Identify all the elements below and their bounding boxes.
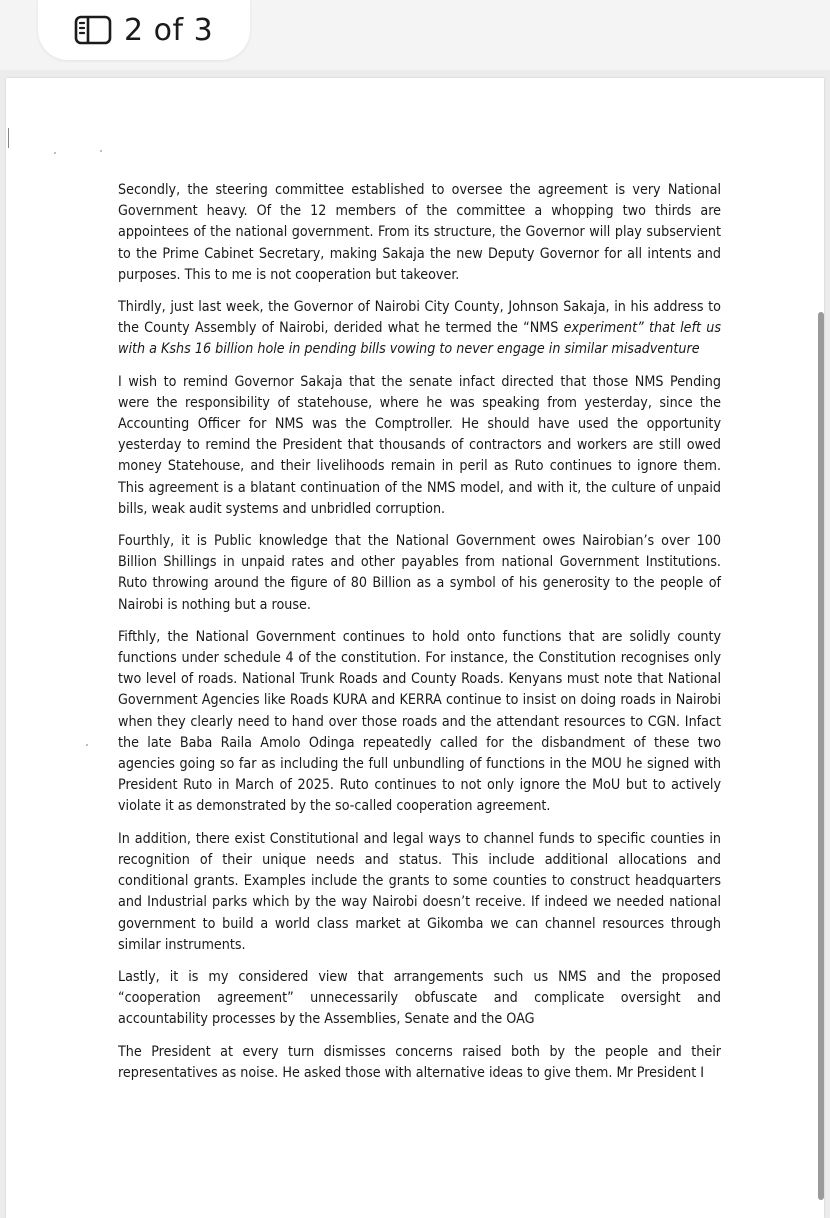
document-body — [118, 180, 721, 1095]
paragraph-reminder: I wish to remind Governor Sakaja that the senate infact directed that those NMS Pending were the responsibility of statehouse, where he was speaking from yesterday, since the Accounting Officer for NMS was the Comptroller. He should have used the opportunity yesterday to remind the President that thousands of contractors and workers are still owed money Statehouse, and their livelihoods remain in peril as Ruto continues to ignore them. This agreement is a blatant continuation of the NMS model, and with it, the culture of unpaid bills, weak audit systems and unbridled corruption. — [118, 373, 721, 517]
paragraph-fifthly: Fifthly, the National Government continues to hold onto functions that are solidly county functions under schedule 4 of the constitution. For instance, the Constitution recognises only two level of roads. National Trunk Roads and County Roads. Kenyans must note that National Government Agencies like Roads KURA and KERRA continue to insist on doing roads in Nairobi when they clearly need to hand over those roads and the attendant resources to CGN. Infact the late Baba Raila Amolo Odinga repeatedly called for the disbandment of these two agencies going so far as including the full unbundling of functions in the MOU he signed with President Ruto in March of 2025. Ruto continues to not only ignore the MoU but to actively violate it as demonstrated by the so-called cooperation agreement. — [118, 628, 721, 815]
paragraph-secondly: Secondly, the steering committee established to oversee the agreement is very National Government heavy. Of the 12 members of the committee a whopping two thirds are appointees of the national government. From its structure, the Governor will play subservient to the Prime Cabinet Secretary, making Sakaja the new Deputy Governor for all intents and purposes. This to me is not cooperation but takeover. — [118, 182, 721, 283]
scrollbar-thumb[interactable] — [818, 312, 824, 1200]
paragraph-in-addition: In addition, there exist Constitutional and legal ways to channel funds to specific counties in recognition of their unique needs and status. This include additional allocations and conditional grants. Examples include the grants to some counties to construct headquarters and Industrial parks which by the way Nairobi doesn’t receive. If indeed we needed national government to build a world class market at Gikomba we can channel resources through similar instruments. — [118, 830, 721, 953]
scan-speck — [100, 150, 102, 152]
paragraph-lastly: Lastly, it is my considered view that arrangements such us NMS and the proposed “cooperation agreement” unnecessarily obfuscate and complicate oversight and accountability processes by the Assemblies, Senate and the OAG — [118, 968, 721, 1028]
paragraph-fourthly: Fourthly, it is Public knowledge that the National Government owes Nairobian’s over 100 Billion Shillings in unpaid rates and other payables from national Government Institutions. Ruto throwing around the figure of 80 Billion as a symbol of his generosity to the people of Nairobi is nothing but a rouse. — [118, 533, 721, 613]
scan-speck — [86, 744, 88, 746]
page-indicator-button[interactable] — [38, 0, 250, 60]
scan-speck — [54, 152, 56, 154]
paragraph-president: The President at every turn dismisses concerns raised both by the people and their representatives as noise. He asked those with alternative ideas to give them. Mr President I — [118, 1043, 721, 1081]
paragraph-thirdly-text: Thirdly, just last week, the Governor of Nairobi City County, Johnson Sakaja, in his address to the County Assembly of Nairobi, derided what he termed the “NMS — [118, 299, 721, 337]
page-counter: 2 of 3 — [124, 12, 214, 48]
sidebar-panel-icon — [74, 15, 112, 45]
scan-mark — [8, 128, 9, 148]
paragraph-thirdly — [118, 297, 721, 361]
viewer-toolbar — [0, 0, 830, 70]
paragraph-thirdly-italic: experiment” that left us with a Kshs 16 billion hole in pending bills vowing to never engage in similar misadventure — [118, 320, 721, 358]
